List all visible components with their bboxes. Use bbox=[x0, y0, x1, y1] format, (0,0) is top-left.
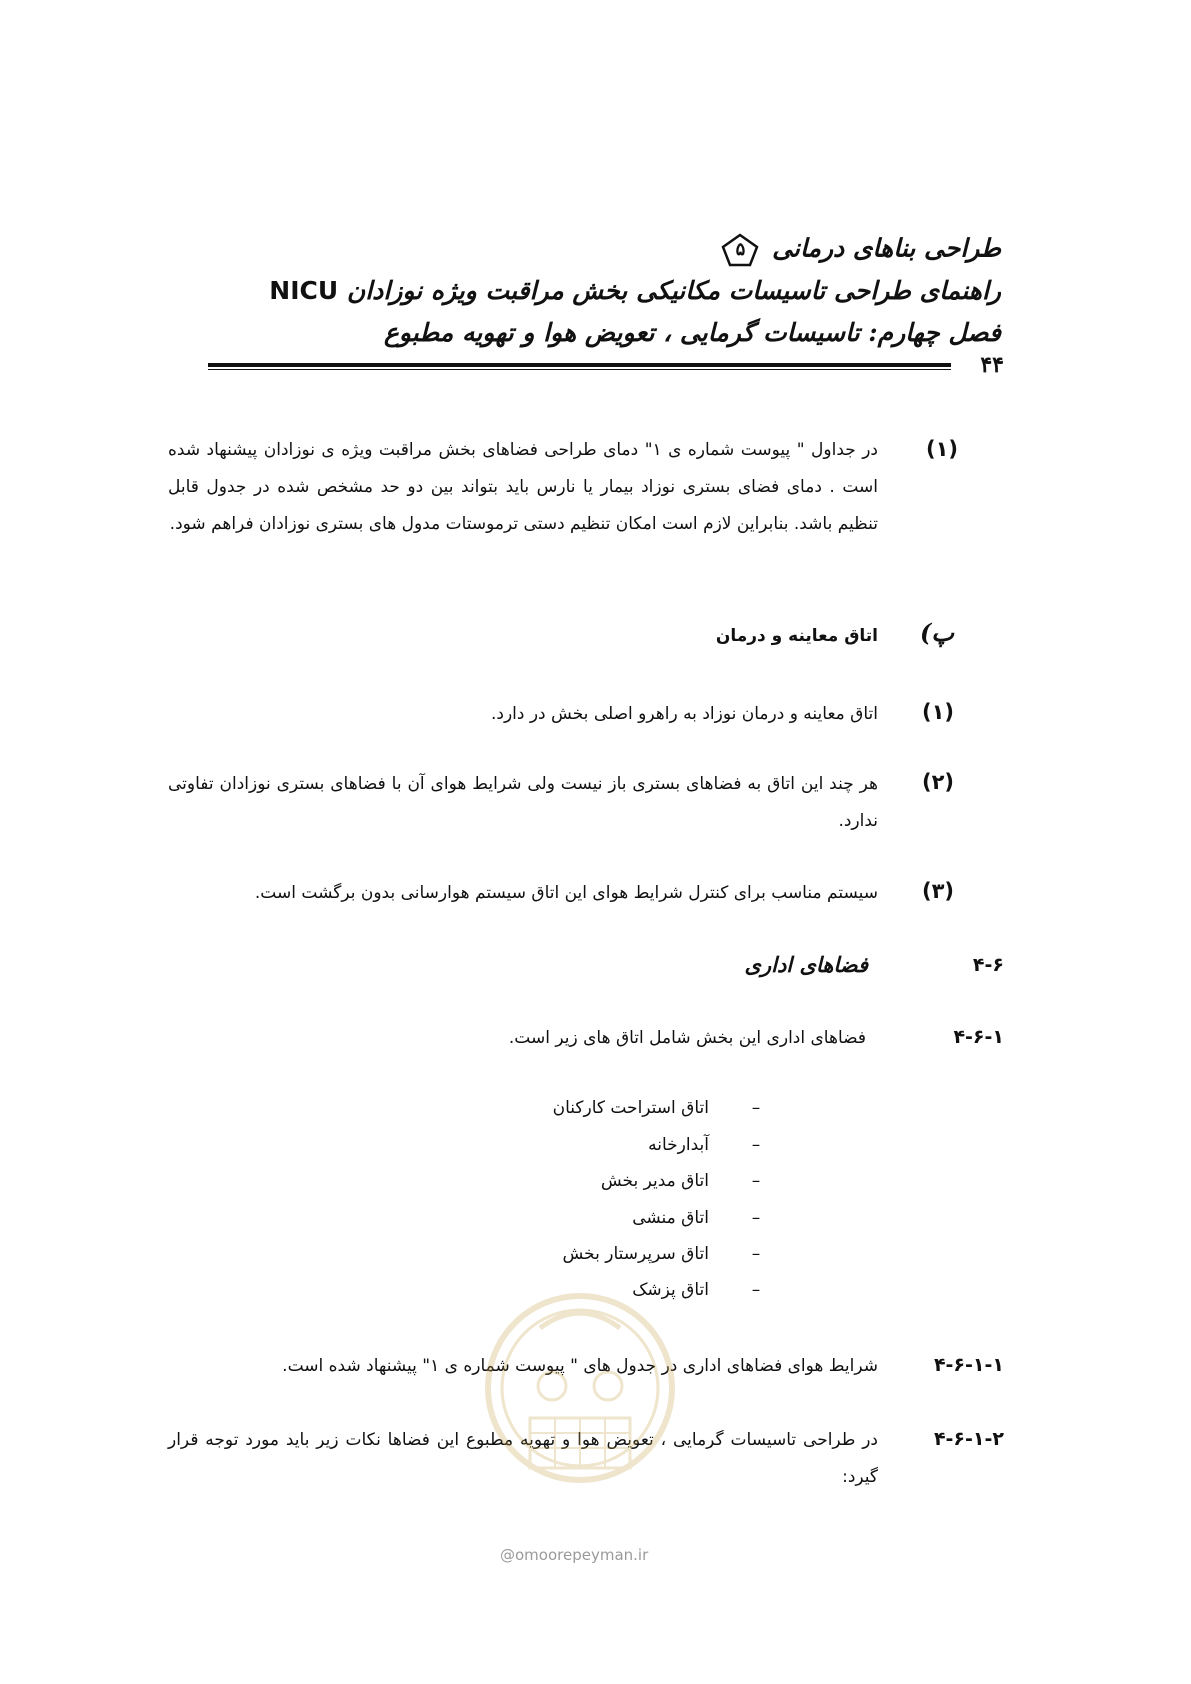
item-number: (۲) bbox=[921, 770, 954, 794]
clause-number: ۴-۶-۱-۱ bbox=[933, 1354, 1004, 1376]
list-item: –اتاق پزشک bbox=[632, 1280, 771, 1300]
item-number: (۱) bbox=[925, 437, 958, 461]
pentagon-badge-icon bbox=[721, 233, 759, 267]
item-number: (۱) bbox=[921, 700, 954, 724]
dash-bullet: – bbox=[751, 1135, 761, 1155]
badge-number: ۵ bbox=[735, 239, 746, 260]
clause-number: ۴-۶-۱ bbox=[953, 1026, 1004, 1048]
header-rule-thin bbox=[208, 369, 951, 370]
list-item: –اتاق سرپرستار بخش bbox=[562, 1244, 771, 1264]
item-letter: پ) bbox=[920, 618, 954, 647]
header-rule bbox=[208, 363, 951, 367]
dash-bullet: – bbox=[751, 1280, 761, 1300]
list-item: –اتاق منشی bbox=[632, 1208, 771, 1228]
watermark-url: @omoorepeyman.ir bbox=[500, 1546, 649, 1564]
list-item: –آبدارخانه bbox=[648, 1135, 771, 1155]
dash-bullet: – bbox=[751, 1098, 761, 1118]
paragraph: در جداول " پیوست شماره ی ۱" دمای طراحی فضاهای بخش مراقبت ویژه ی نوزادان پیشنهاد شده است . دمای فضای بستری نوزاد بیمار یا نارس باید بتواند بین دو حد مشخص شده در جدول قابل تنظیم باشد. بنابراین لازم است امکان تنظیم دستی ترموستات مدول های بستری نوزادان فراهم شود. bbox=[168, 440, 878, 534]
header-subtitle: راهنمای طراحی تاسیسات مکانیکی بخش مراقبت ویژه نوزادان bbox=[346, 276, 1001, 305]
header-nicu: NICU bbox=[269, 276, 339, 305]
header-title: طراحی بناهای درمانی bbox=[772, 233, 1001, 263]
subsection-heading: اتاق معاینه و درمان bbox=[715, 626, 878, 646]
list-item: –اتاق استراحت کارکنان bbox=[553, 1098, 771, 1118]
section-number: ۴-۶ bbox=[972, 954, 1004, 976]
list-item: –اتاق مدیر بخش bbox=[601, 1171, 771, 1191]
header-line-1 bbox=[200, 233, 1001, 267]
watermark-logo-icon bbox=[480, 1268, 680, 1508]
header-chapter: فصل چهارم: تاسیسات گرمایی ، تعویض هوا و تهویه مطبوع bbox=[383, 318, 1001, 347]
dash-bullet: – bbox=[751, 1244, 761, 1264]
clause-number: ۴-۶-۱-۲ bbox=[933, 1428, 1004, 1450]
section-title: فضاهای اداری bbox=[744, 952, 868, 977]
clause-text: فضاهای اداری این بخش شامل اتاق های زیر است. bbox=[508, 1028, 866, 1048]
dash-bullet: – bbox=[751, 1208, 761, 1228]
paragraph: سیستم مناسب برای کنترل شرایط هوای این اتاق سیستم هوارسانی بدون برگشت است. bbox=[254, 883, 878, 903]
paragraph: اتاق معاینه و درمان نوزاد به راهرو اصلی بخش در دارد. bbox=[490, 704, 878, 724]
header-line-2 bbox=[200, 276, 1001, 305]
item-number: (۳) bbox=[921, 879, 954, 903]
clause-text: شرایط هوای فضاهای اداری در جدول های " پیوست شماره ی ۱" پیشنهاد شده است. bbox=[282, 1356, 878, 1376]
dash-bullet: – bbox=[751, 1171, 761, 1191]
page-number: ۴۴ bbox=[980, 352, 1004, 378]
paragraph: هر چند این اتاق به فضاهای بستری باز نیست ولی شرایط هوای آن با فضاهای بستری نوزادان تفاوتی ندارد. bbox=[168, 774, 878, 831]
header-line-3 bbox=[200, 318, 1001, 347]
clause-text: در طراحی تاسیسات گرمایی ، تعویض هوا و تهویه مطبوع این فضاها نکات زیر باید مورد توجه قرار گیرد: bbox=[168, 1430, 878, 1487]
